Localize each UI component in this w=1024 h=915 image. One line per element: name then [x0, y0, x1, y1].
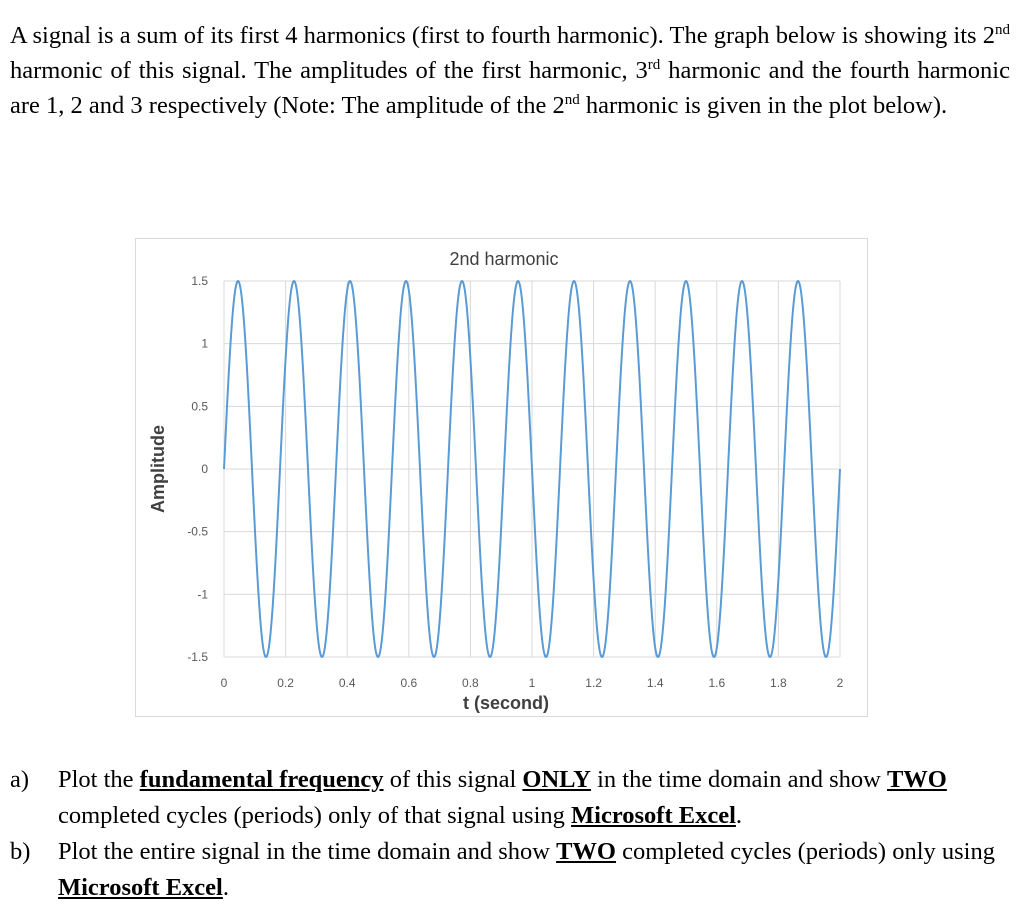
x-tick-label: 1.2: [585, 676, 602, 690]
question-b-marker: b): [10, 838, 31, 865]
qa-emph-only: ONLY: [522, 766, 591, 793]
y-tick-label: 1.5: [191, 274, 208, 288]
x-tick-label: 0.2: [277, 676, 294, 690]
chart-title: 2nd harmonic: [449, 249, 559, 269]
x-tick-label: 0.4: [338, 676, 356, 690]
x-tick-label: 0.8: [462, 676, 479, 690]
x-tick-label: 2: [836, 676, 844, 690]
qa-text-4: completed cycles (periods) only of that signal using: [58, 802, 572, 829]
question-b: [10, 834, 1015, 906]
y-tick-label: 0: [201, 462, 208, 476]
x-tick-label: 0: [220, 676, 228, 690]
intro-text-3: harmonic and the fourth harmonic are 1, 2 and 3 respectively (Note: The amplitude of the 2: [10, 57, 1010, 119]
intro-sup-2: rd: [647, 56, 661, 73]
qa-emph-two: TWO: [886, 766, 947, 793]
qa-emph-excel: Microsoft Excel: [571, 802, 736, 829]
y-axis-label: Amplitude: [148, 425, 168, 513]
x-tick-label: 1: [528, 676, 536, 690]
intro-text-4: harmonic is given in the plot below).: [579, 92, 948, 119]
y-tick-label: -1.5: [187, 650, 208, 664]
harmonic-chart: [136, 239, 867, 716]
problem-statement: [10, 18, 1010, 123]
intro-sup-3: nd: [564, 91, 580, 108]
x-axis-label: t (second): [462, 693, 550, 713]
x-tick-label: 1.6: [708, 676, 726, 690]
intro-sup-1: nd: [995, 21, 1010, 38]
y-tick-label: 0.5: [191, 399, 208, 414]
qb-text-1: Plot the entire signal in the time domain and show: [58, 838, 557, 865]
question-a-text: [58, 762, 1015, 834]
qa-emph-fundamental: fundamental frequency: [139, 766, 384, 793]
question-b-text: [58, 834, 1015, 906]
x-tick-label: 1.4: [646, 676, 664, 690]
qb-text-3: .: [222, 874, 229, 901]
chart-container: [135, 238, 868, 717]
intro-text-1: A signal is a sum of its first 4 harmonics (first to fourth harmonic). The graph below is showing its 2: [10, 22, 995, 49]
qa-text-1: Plot the: [58, 766, 140, 793]
qa-text-5: .: [735, 802, 743, 829]
y-tick-label: 1: [201, 336, 208, 351]
x-tick-label: 0.6: [400, 676, 418, 690]
question-a: [10, 762, 1015, 834]
qb-emph-two: TWO: [556, 838, 616, 865]
x-tick-label: 1.8: [770, 676, 787, 690]
question-a-marker: a): [10, 766, 30, 793]
intro-text-2: harmonic of this signal. The amplitudes of the first harmonic, 3: [10, 57, 648, 84]
qa-text-3: in the time domain and show: [590, 766, 887, 793]
qb-text-2: completed cycles (periods) only using: [616, 838, 995, 865]
y-tick-label: -0.5: [187, 524, 208, 539]
qb-emph-excel: Microsoft Excel: [58, 874, 223, 901]
qa-text-2: of this signal: [383, 766, 523, 793]
y-tick-label: -1: [197, 587, 208, 602]
question-list: [10, 762, 1015, 906]
